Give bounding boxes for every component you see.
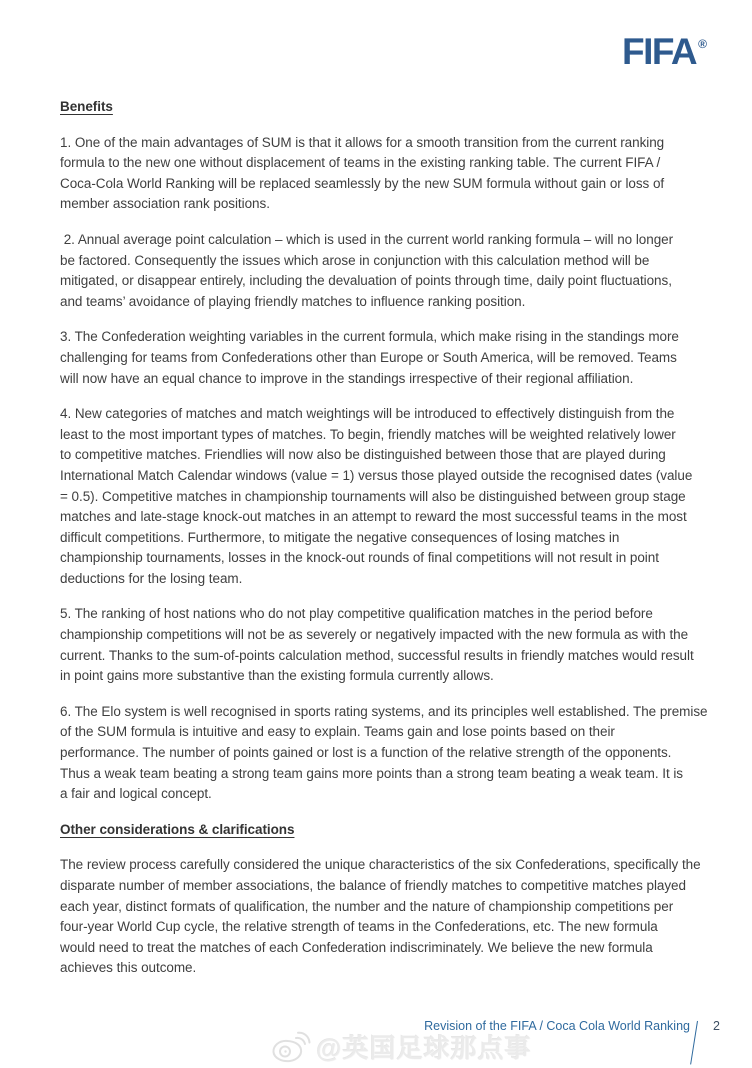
- paragraph: [60, 404, 708, 589]
- paragraph-line: championship tournaments, losses in the knock-out rounds of final competitions will not result in point: [60, 550, 659, 566]
- paragraph-line: member association rank positions.: [60, 196, 270, 212]
- paragraph: [60, 230, 708, 312]
- watermark-text: @英国足球那点事: [316, 1032, 532, 1063]
- page-number: 2: [713, 1019, 720, 1033]
- paragraph-line: difficult competitions. Furthermore, to mitigate the negative consequences of losing matches in: [60, 529, 620, 545]
- footer-slash-divider: [690, 1021, 698, 1065]
- paragraph-line: Thus a weak team beating a strong team gains more points than a strong team beating a weak team. It is: [60, 765, 683, 781]
- paragraph-line: Coca-Cola World Ranking will be replaced seamlessly by the new SUM formula without gain or loss of: [60, 175, 665, 191]
- paragraph-line: each year, distinct formats of qualification, the number and the nature of championship competitions per: [60, 898, 674, 914]
- paragraph-line: least to the most important types of matches. To begin, friendly matches will be weighted relatively lower: [60, 426, 676, 442]
- section-heading: Other considerations & clarifications: [60, 821, 295, 837]
- paragraph-line: 4. New categories of matches and match weightings will be introduced to effectively distinguish from the: [60, 406, 675, 422]
- paragraph-line: 5. The ranking of host nations who do not play competitive qualification matches in the period before: [60, 606, 653, 622]
- paragraph-line: and teams’ avoidance of playing friendly matches to influence ranking position.: [60, 293, 526, 309]
- paragraph-line: 3. The Confederation weighting variables in the current formula, which make rising in the standings more: [60, 329, 679, 345]
- page-footer: [0, 1019, 752, 1068]
- paragraph-line: mitigated, or disappear entirely, including the devaluation of points through time, daily point fluctuations,: [60, 273, 672, 289]
- paragraph: [60, 604, 708, 686]
- paragraph-line: performance. The number of points gained or lost is a function of the relative strength of the opponents.: [60, 745, 672, 761]
- paragraph-line: be factored. Consequently the issues which arose in conjunction with this calculation method will be: [60, 252, 650, 268]
- paragraph-line: will now have an equal chance to improve in the standings irrespective of their regional affiliation.: [60, 370, 634, 386]
- paragraph-line: a fair and logical concept.: [60, 786, 212, 802]
- fifa-logo: [622, 33, 707, 70]
- paragraph-line: 1. One of the main advantages of SUM is that it allows for a smooth transition from the current ranking: [60, 134, 665, 150]
- footer-title: Revision of the FIFA / Coca Cola World Ranking: [424, 1019, 690, 1033]
- paragraph-line: disparate number of member associations, the balance of friendly matches to competitive matches played: [60, 878, 686, 893]
- paragraph: [60, 327, 708, 389]
- section-heading: Benefits: [60, 99, 113, 114]
- document-body: [60, 97, 708, 994]
- fifa-logo-text: FIFA: [621, 31, 697, 72]
- paragraph-line: formula to the new one without displacement of teams in the existing ranking table. The current FIFA /: [60, 155, 661, 171]
- paragraph-line: current. Thanks to the sum-of-points calculation method, successful results in friendly matches would result: [60, 647, 694, 663]
- paragraph: [60, 133, 708, 215]
- paragraph-line: = 0.5). Competitive matches in championship tournaments will also be distinguished between group stage: [60, 488, 686, 504]
- paragraph: [60, 702, 708, 805]
- paragraph-line: four-year World Cup cycle, the relative strength of teams in the Confederations, etc. The new formula: [60, 919, 658, 935]
- registered-mark-icon: ®: [698, 37, 707, 51]
- paragraph-line: 6. The Elo system is well recognised in sports rating systems, and its principles well established. The premise: [60, 703, 708, 719]
- paragraph-line: to competitive matches. Friendlies will now also be distinguished between those that are played during: [60, 447, 666, 463]
- paragraph-line: deductions for the losing team.: [60, 570, 243, 586]
- paragraph: [60, 855, 708, 979]
- paragraph-line: of the SUM formula is intuitive and easy to explain. Teams gain and lose points based on their: [60, 724, 615, 740]
- paragraph-line: in point gains more substantive than the existing formula currently allows.: [60, 668, 494, 684]
- paragraph-line: challenging for teams from Confederations other than Europe or South America, will be removed. Teams: [60, 349, 677, 365]
- paragraph-line: championship competitions will not be as severely or negatively impacted with the new formula as with the: [60, 627, 689, 643]
- paragraph-line: would need to treat the matches of each Confederation indiscriminately. We believe the new formula: [60, 939, 653, 955]
- paragraph-line: achieves this outcome.: [60, 960, 197, 976]
- paragraph-line: matches and late-stage knock-out matches in an attempt to reward the most successful teams in the most: [60, 509, 687, 525]
- paragraph-line: The review process carefully considered the unique characteristics of the six Confederations, specifically the: [60, 857, 701, 873]
- paragraph-line: International Match Calendar windows (value = 1) versus those played outside the recognised dates (value: [60, 467, 693, 483]
- paragraph-line: 2. Annual average point calculation – which is used in the current world ranking formula – will no longer: [60, 231, 674, 247]
